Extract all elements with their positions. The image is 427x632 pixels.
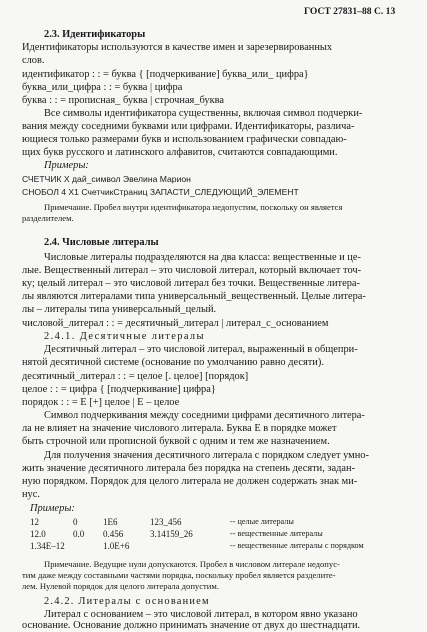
table-cell: 0.456	[103, 529, 124, 539]
grammar-rule: целое : : = цифра { [подчеркивание] цифра}	[22, 384, 216, 395]
table-cell: 3.14159_26	[150, 529, 193, 539]
table-cell: 0.0	[73, 529, 85, 539]
section-heading-based-literals: 2.4.2. Литералы с основанием	[44, 596, 210, 607]
paragraph-line: быть строчной или прописной буквой с одним и тем же назначением.	[22, 436, 330, 447]
paragraph-line: ную порядком. Порядок для целого литерала не должен содержать знак ми-	[22, 476, 358, 487]
table-cell: 1.34E–12	[30, 541, 65, 551]
page-header: ГОСТ 27831–88 С. 13	[304, 6, 396, 17]
note-line: Примечание. Ведущие нули допускаются. Пробел в числовом литерале недопус-	[44, 559, 340, 569]
paragraph-line: Десятичный литерал – это числовой литерал, выраженный в общепри-	[44, 344, 358, 355]
paragraph-line: ющиеся только размерами букв и использованием графически совпадаю-	[22, 134, 347, 145]
grammar-rule: десятичный_литерал : : = целое [. целое] [порядок]	[22, 371, 249, 382]
table-cell: 1.0E+6	[103, 541, 130, 551]
paragraph-line: основание. Основание должно принимать значение от двух до шестнадцати.	[22, 620, 361, 631]
grammar-rule: буква_или_цифра : : = буква | цифра	[22, 82, 183, 93]
examples-label: Примеры:	[44, 160, 89, 171]
paragraph-line: лы являются литералами типа универсальный_вещественный. Целые литера-	[22, 291, 366, 302]
paragraph-line: ку; целый литерал – это числовой литерал без точки. Вещественные литера-	[22, 278, 360, 289]
paragraph-line: Символ подчеркивания между соседними цифрами десятичного литера-	[44, 410, 365, 421]
paragraph-line: нус.	[22, 489, 40, 500]
paragraph-line: Числовые литералы подразделяются на два класса: вещественные и це-	[44, 252, 361, 263]
note-line: тим даже между составными частями порядка, поскольку пробел является разделите-	[22, 570, 336, 580]
paragraph-line: Все символы идентификатора существенны, включая символ подчерки-	[44, 108, 363, 119]
example-line: СЧЕТЧИК Х дай_символ Эвелина Марион	[22, 174, 191, 184]
paragraph-line: слов.	[22, 55, 45, 66]
paragraph-line: Для получения значения десятичного литерала с порядком следует умно-	[44, 450, 369, 461]
table-cell: -- вещественные литералы с порядком	[230, 541, 364, 550]
note-line: разделителем.	[22, 213, 74, 223]
table-cell: 1E6	[103, 517, 118, 527]
table-cell: 123_456	[150, 517, 182, 527]
table-cell: -- целые литералы	[230, 517, 294, 526]
section-heading-numeric-literals: 2.4. Числовые литералы	[44, 237, 159, 248]
table-cell: -- вещественные литералы	[230, 529, 323, 538]
table-cell: 12	[30, 517, 39, 527]
example-line: СНОБОЛ 4 Х1 СчетчикСтраниц ЗАПАСТИ_СЛЕДУЮЩИЙ_ЭЛЕМЕНТ	[22, 187, 299, 197]
paragraph-line: лы – литералы типа универсальный_целый.	[22, 304, 217, 315]
paragraph-line: нятой десятичной системе (основание по умолчанию равно десяти).	[22, 357, 324, 368]
table-cell: 12.0	[30, 529, 46, 539]
grammar-rule: числовой_литерал : : = десятичный_литерал | литерал_с_основанием	[22, 318, 329, 329]
paragraph-line: ла не влияет на значение числового литерала. Буква Е в порядке может	[22, 423, 337, 434]
table-cell: 0	[73, 517, 78, 527]
examples-label: Примеры:	[30, 503, 75, 514]
paragraph-line: Идентификаторы используются в качестве имен и зарезервированных	[22, 42, 333, 53]
section-heading-identifiers: 2.3. Идентификаторы	[44, 29, 146, 40]
paragraph-line: щих букв русского и латинского алфавитов, считаются совпадающими.	[22, 147, 338, 158]
section-heading-decimal-literals: 2.4.1. Десятичные литералы	[44, 331, 205, 342]
grammar-rule: порядок : : = Е [+] целое | Е – целое	[22, 397, 180, 408]
paragraph-line: жить значение десятичного литерала без порядка на степень десяти, задан-	[22, 463, 356, 474]
paragraph-line: лые. Вещественный литерал – это числовой литерал, который включает точ-	[22, 265, 362, 276]
note-line: лем. Нулевой порядок для целого литерала допустим.	[22, 581, 219, 591]
paragraph-line: Литерал с основанием – это числовой литерал, в котором явно указано	[44, 609, 358, 620]
grammar-rule: буква : : = прописная_ буква | строчная_буква	[22, 95, 225, 106]
paragraph-line: вания между соседними буквами или цифрами. Идентификаторы, различа-	[22, 121, 355, 132]
note-line: Примечание. Пробел внутри идентификатора недопустим, поскольку он является	[44, 202, 343, 212]
grammar-rule: идентификатор : : = буква { [подчеркивание] буква_или_ цифра}	[22, 69, 309, 80]
